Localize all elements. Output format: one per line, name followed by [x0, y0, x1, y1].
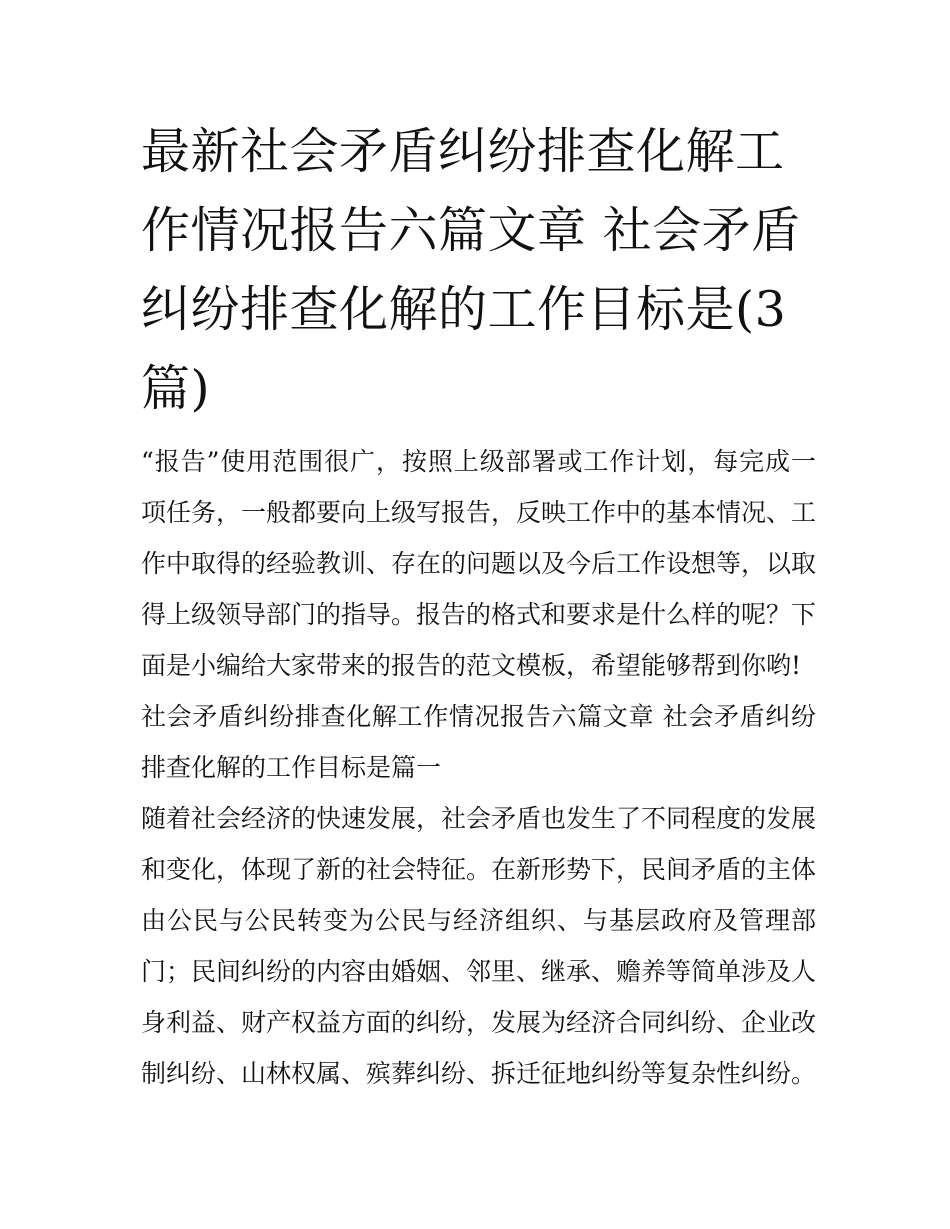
- section-heading: 社会矛盾纠纷排查化解工作情况报告六篇文章 社会矛盾纠纷排查化解的工作目标是篇一: [141, 702, 816, 782]
- document-title: 最新社会矛盾纠纷排查化解工作情况报告六篇文章 社会矛盾纠纷排查化解的工作目标是(3篇): [141, 123, 801, 417]
- body-paragraph: 随着社会经济的快速发展，社会矛盾也发生了不同程度的发展和变化，体现了新的社会特征。在新形势下，民间矛盾的主体由公民与公民转变为公民与经济组织、与基层政府及管理部门；民间纠纷的内容由婚姻、邻里、继承、赡养等简单涉及人身利益、财产权益方面的纠纷，发展为经济合同纠纷、企业改制纠纷、山林权属、殡葬纠纷、拆迁征地纠纷等复杂性纠纷。: [141, 804, 817, 1088]
- intro-paragraph: “报告”使用范围很广，按照上级部署或工作计划，每完成一项任务，一般都要向上级写报告，反映工作中的基本情况、工作中取得的经验教训、存在的问题以及今后工作设想等，以取得上级领导部门的指导。报告的格式和要求是什么样的呢？下面是小编给大家带来的报告的范文模板，希望能够帮到你哟!: [141, 447, 817, 680]
- document-page: [141, 112, 816, 1099]
